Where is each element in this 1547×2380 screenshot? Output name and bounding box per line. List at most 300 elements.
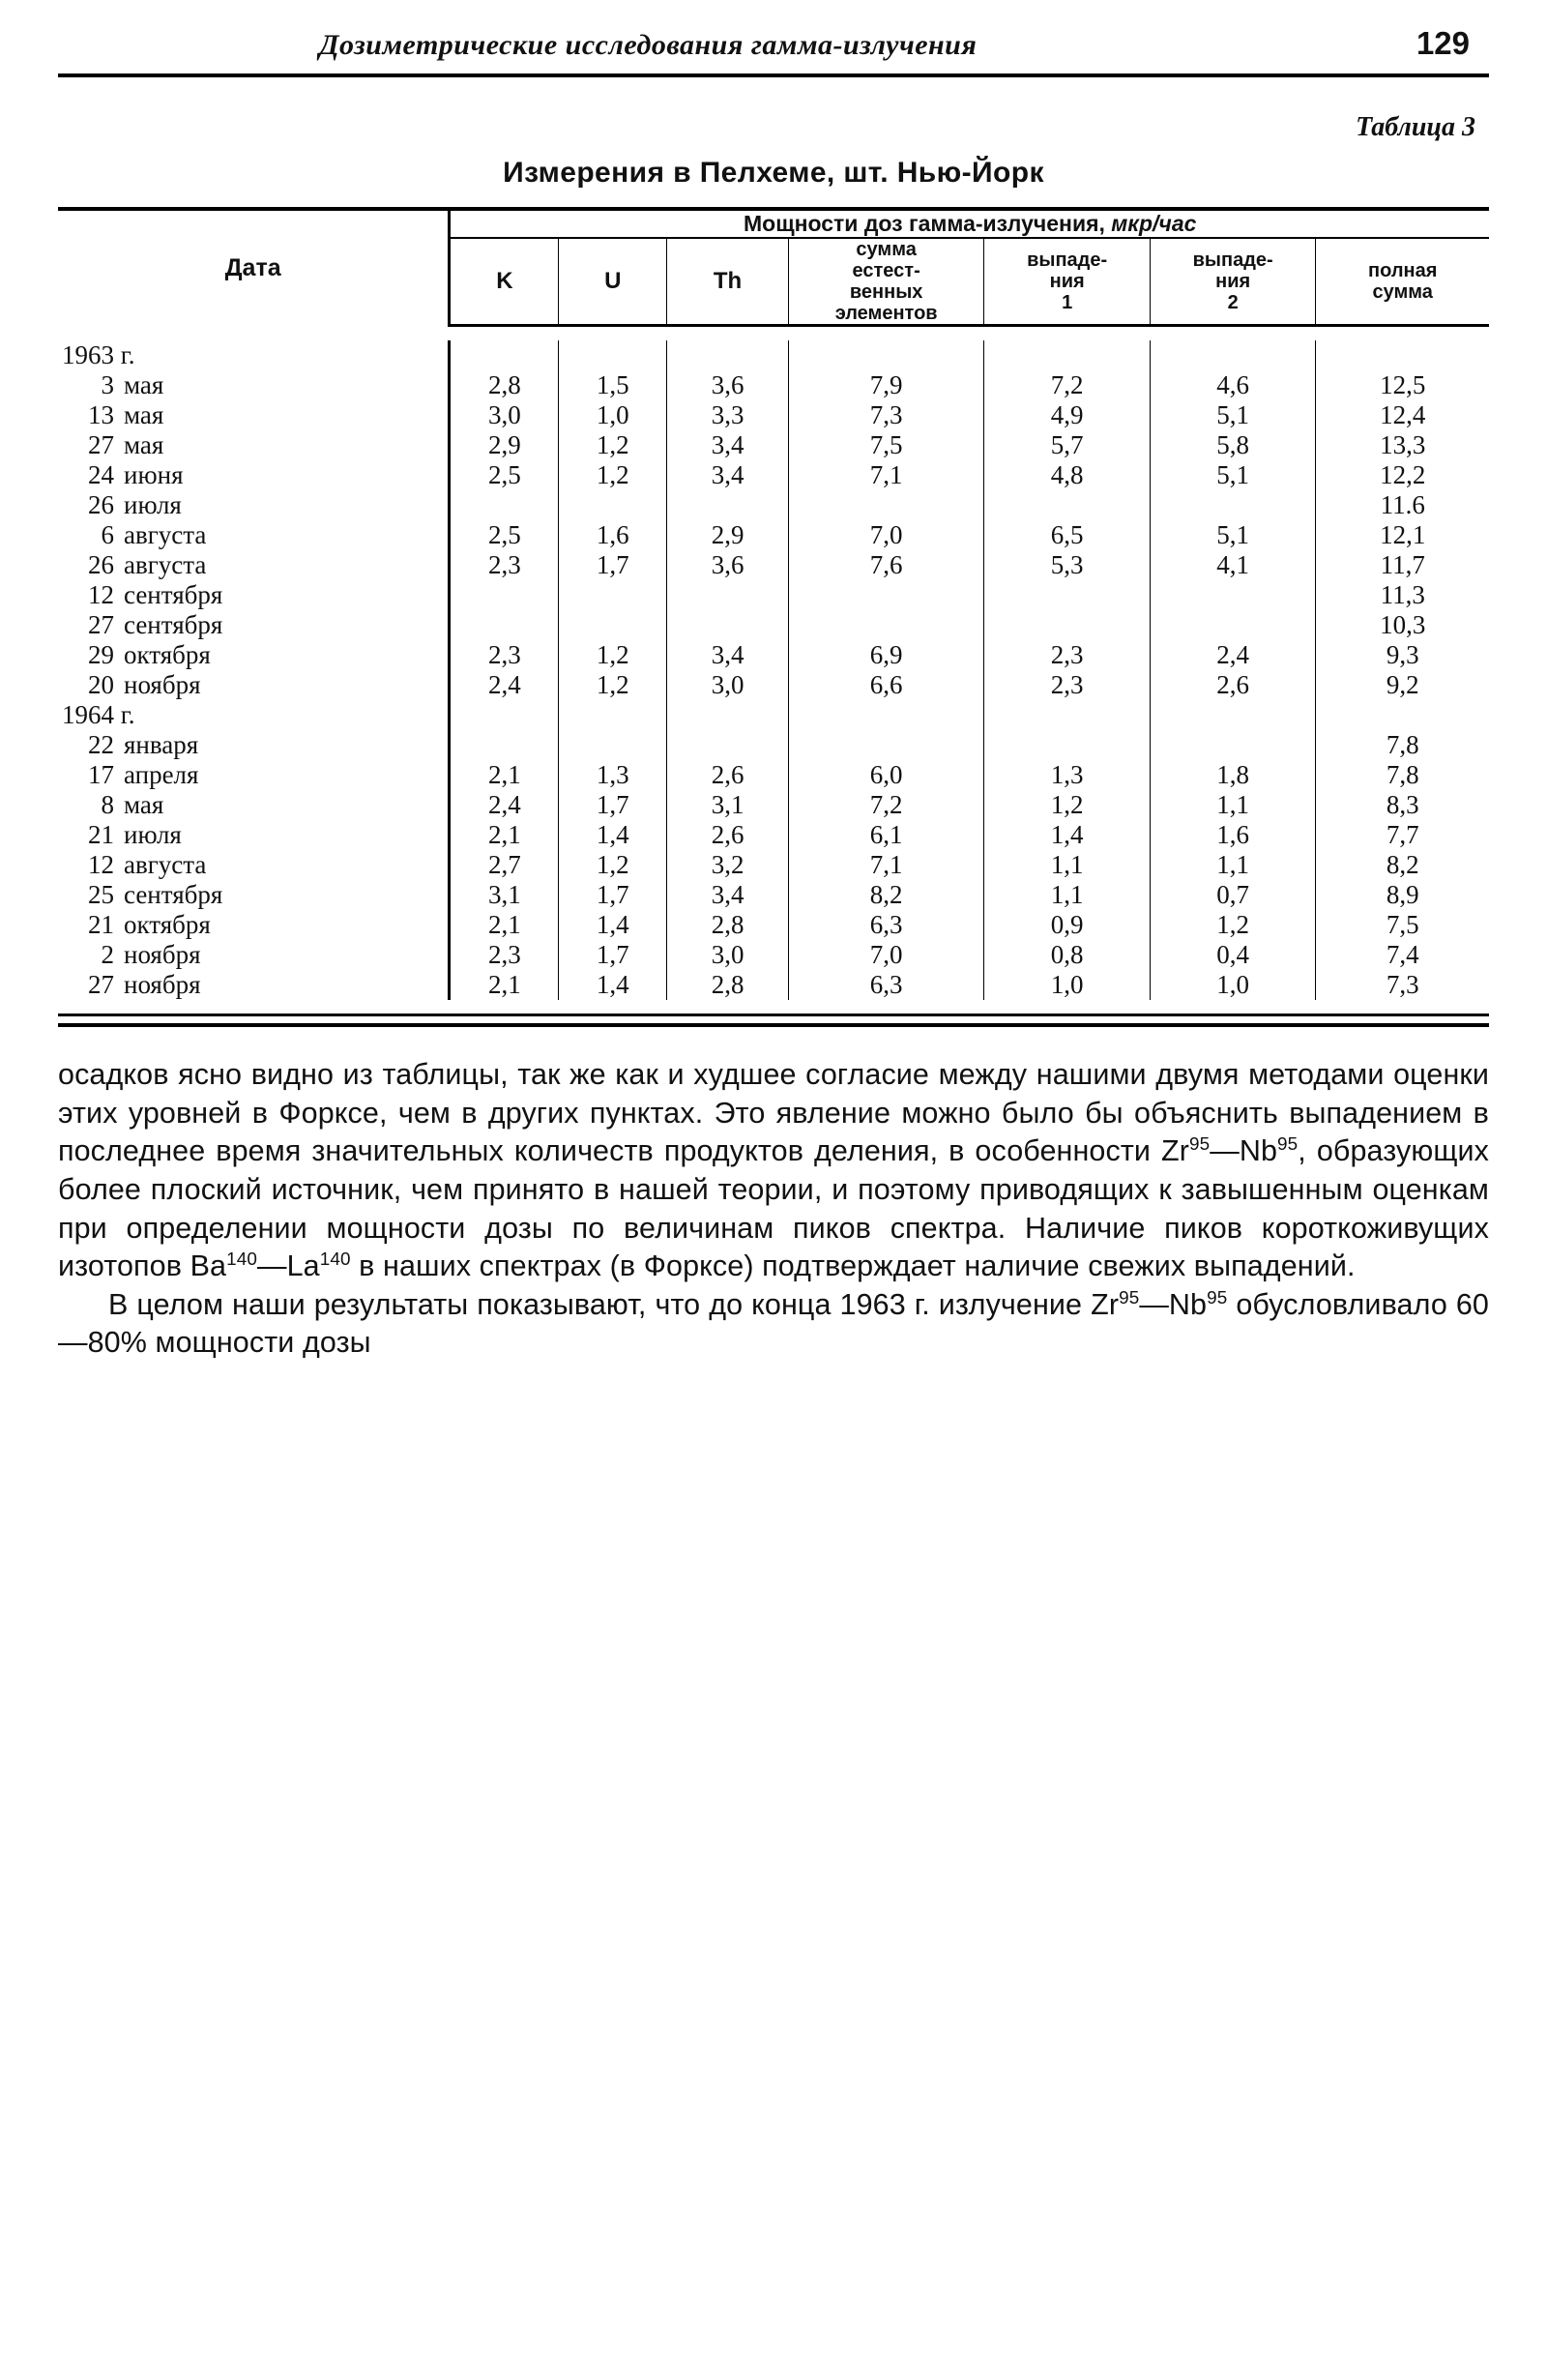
row-th xyxy=(667,730,789,760)
row-fallout2 xyxy=(1150,730,1316,760)
row-fallout1: 1,0 xyxy=(984,970,1151,1000)
spacer-cell-th xyxy=(667,326,789,341)
spacer-cell-u xyxy=(559,326,667,341)
header-col-fallout-2 xyxy=(1150,238,1316,326)
row-total: 12,5 xyxy=(1380,370,1426,399)
table-row xyxy=(58,670,1489,700)
row-k: 2,3 xyxy=(450,940,559,970)
row-day: 29 xyxy=(88,640,114,669)
row-fallout2: 1,1 xyxy=(1150,850,1316,880)
row-sum-nat: 6,9 xyxy=(788,640,983,670)
row-month: ноября xyxy=(124,970,201,999)
row-date xyxy=(58,370,450,400)
table-bottom-rule-thick xyxy=(58,1023,1489,1027)
row-month: июля xyxy=(124,820,182,849)
row-u: 1,2 xyxy=(559,670,667,700)
row-u: 1,5 xyxy=(559,370,667,400)
row-month: августа xyxy=(124,550,207,579)
header-col-th: Th xyxy=(667,238,789,326)
row-month: октября xyxy=(124,910,211,939)
row-month: июня xyxy=(124,460,184,489)
row-th: 2,6 xyxy=(667,820,789,850)
row-fallout2: 5,1 xyxy=(1150,520,1316,550)
table-row xyxy=(58,880,1489,910)
row-u: 1,4 xyxy=(559,820,667,850)
paragraph-1-part-e: в наших спектрах (в Форксе) подтверждает наличие свежих выпадений. xyxy=(350,1249,1356,1283)
row-k: 2,3 xyxy=(450,640,559,670)
header-col-sum-natural-l1: сумма xyxy=(856,239,917,260)
row-total: 13,3 xyxy=(1380,430,1426,459)
table-bottom-rule xyxy=(58,1014,1489,1016)
row-date xyxy=(58,670,450,700)
table-row-year xyxy=(58,340,1489,370)
table-row xyxy=(58,850,1489,880)
row-u: 1,6 xyxy=(559,520,667,550)
row-th: 3,4 xyxy=(667,430,789,460)
header-col-total-l2: сумма xyxy=(1372,281,1433,303)
row-th xyxy=(667,610,789,640)
paragraph-1-sup-4: 140 xyxy=(319,1249,351,1271)
row-k: 2,5 xyxy=(450,460,559,490)
row-total xyxy=(1316,700,1489,730)
row-k xyxy=(450,730,559,760)
body-text xyxy=(58,1056,1489,1363)
row-total: 11,7 xyxy=(1380,550,1425,579)
table-row xyxy=(58,400,1489,430)
header-col-total xyxy=(1316,238,1489,326)
row-fallout1: 1,1 xyxy=(984,880,1151,910)
header-date: Дата xyxy=(58,211,450,326)
spacer-cell-date xyxy=(58,1000,450,1014)
row-k: 2,4 xyxy=(450,790,559,820)
row-month: мая xyxy=(124,370,164,399)
table-title: Измерения в Пелхеме, шт. Нью-Йорк xyxy=(503,157,1044,189)
row-k: 2,4 xyxy=(450,670,559,700)
row-date: 1964 г. xyxy=(58,700,450,730)
row-fallout2: 0,7 xyxy=(1150,880,1316,910)
row-date xyxy=(58,880,450,910)
row-sum-nat: 6,0 xyxy=(788,760,983,790)
row-day: 6 xyxy=(101,520,114,549)
row-month: ноября xyxy=(124,670,201,699)
row-th: 3,0 xyxy=(667,670,789,700)
row-total: 9,2 xyxy=(1386,670,1419,699)
row-month: октября xyxy=(124,640,211,669)
row-fallout1 xyxy=(984,610,1151,640)
row-total: 12,1 xyxy=(1380,520,1426,549)
table-row xyxy=(58,580,1489,610)
table-row xyxy=(58,970,1489,1000)
row-sum-nat: 8,2 xyxy=(788,880,983,910)
row-u: 1,0 xyxy=(559,400,667,430)
row-k: 2,1 xyxy=(450,820,559,850)
row-th: 3,3 xyxy=(667,400,789,430)
row-date xyxy=(58,940,450,970)
row-total: 7,4 xyxy=(1386,940,1419,969)
row-u: 1,2 xyxy=(559,460,667,490)
row-day: 25 xyxy=(88,880,114,909)
row-day: 12 xyxy=(88,580,114,609)
header-col-sum-natural-l3: венных xyxy=(849,281,923,303)
row-fallout2: 1,8 xyxy=(1150,760,1316,790)
row-sum-nat xyxy=(788,580,983,610)
row-u xyxy=(559,700,667,730)
row-date xyxy=(58,490,450,520)
row-fallout2 xyxy=(1150,490,1316,520)
row-sum-nat: 7,3 xyxy=(788,400,983,430)
row-sum-nat xyxy=(788,730,983,760)
row-day: 26 xyxy=(88,490,114,519)
row-sum-nat: 7,1 xyxy=(788,850,983,880)
row-u: 1,7 xyxy=(559,880,667,910)
row-u xyxy=(559,610,667,640)
row-fallout1: 2,3 xyxy=(984,640,1151,670)
table-spacer-row xyxy=(58,326,1489,341)
row-th: 3,4 xyxy=(667,640,789,670)
table-row xyxy=(58,520,1489,550)
table-number: Таблица 3 xyxy=(1356,112,1475,142)
table-row xyxy=(58,730,1489,760)
row-date xyxy=(58,550,450,580)
row-u: 1,2 xyxy=(559,640,667,670)
row-u: 1,7 xyxy=(559,940,667,970)
row-sum-nat: 7,1 xyxy=(788,460,983,490)
row-date xyxy=(58,400,450,430)
row-day: 26 xyxy=(88,550,114,579)
paragraph-1-part-d: —La xyxy=(256,1249,320,1283)
table-container xyxy=(58,207,1489,1027)
row-month: мая xyxy=(124,790,164,819)
row-date xyxy=(58,640,450,670)
row-fallout1 xyxy=(984,730,1151,760)
row-fallout2: 1,6 xyxy=(1150,820,1316,850)
row-k: 2,1 xyxy=(450,910,559,940)
row-u: 1,2 xyxy=(559,430,667,460)
spacer-cell-sum xyxy=(788,326,983,341)
row-th: 3,2 xyxy=(667,850,789,880)
table-row xyxy=(58,460,1489,490)
row-fallout1: 6,5 xyxy=(984,520,1151,550)
row-fallout1: 1,3 xyxy=(984,760,1151,790)
paragraph-1-sup-3: 140 xyxy=(226,1249,257,1271)
row-date xyxy=(58,910,450,940)
spacer-cell-f1 xyxy=(984,1000,1151,1014)
row-fallout1: 0,8 xyxy=(984,940,1151,970)
row-u xyxy=(559,490,667,520)
row-total xyxy=(1316,340,1489,370)
spacer-cell-k xyxy=(450,326,559,341)
paragraph-2-part-a: В целом наши результаты показывают, что до конца 1963 г. излучение Zr xyxy=(108,1287,1120,1321)
table-spacer-row-bottom xyxy=(58,1000,1489,1014)
header-col-fallout-1-l3: 1 xyxy=(1062,292,1073,313)
row-fallout1 xyxy=(984,490,1151,520)
row-fallout1: 1,2 xyxy=(984,790,1151,820)
row-k xyxy=(450,490,559,520)
spacer-cell-th xyxy=(667,1000,789,1014)
spacer-cell-total xyxy=(1316,1000,1489,1014)
row-th xyxy=(667,700,789,730)
row-month: мая xyxy=(124,430,164,459)
paragraph-1-sup-2: 95 xyxy=(1277,1134,1299,1156)
table-row xyxy=(58,820,1489,850)
row-total: 7,8 xyxy=(1386,730,1419,759)
row-u: 1,4 xyxy=(559,910,667,940)
paragraph-2-part-c: обусловливало 60—80% мощности дозы xyxy=(58,1287,1489,1360)
row-fallout1: 7,2 xyxy=(984,370,1151,400)
header-col-fallout-2-l3: 2 xyxy=(1227,292,1239,313)
row-th: 3,6 xyxy=(667,370,789,400)
row-total: 11.6 xyxy=(1380,490,1425,519)
row-total: 7,7 xyxy=(1386,820,1419,849)
row-fallout1: 1,1 xyxy=(984,850,1151,880)
row-day: 8 xyxy=(101,790,114,819)
table-row xyxy=(58,910,1489,940)
row-sum-nat xyxy=(788,700,983,730)
row-day: 27 xyxy=(88,430,114,459)
row-sum-nat: 7,9 xyxy=(788,370,983,400)
header-col-sum-natural-l4: элементов xyxy=(834,303,938,324)
row-k: 2,5 xyxy=(450,520,559,550)
row-th: 3,1 xyxy=(667,790,789,820)
paragraph-2 xyxy=(58,1286,1489,1363)
row-sum-nat xyxy=(788,490,983,520)
row-day: 27 xyxy=(88,610,114,639)
header-col-fallout-2-l2: ния xyxy=(1215,271,1251,292)
header-col-fallout-1-l2: ния xyxy=(1049,271,1085,292)
row-u xyxy=(559,730,667,760)
row-date xyxy=(58,730,450,760)
row-fallout1: 0,9 xyxy=(984,910,1151,940)
row-month: июля xyxy=(124,490,182,519)
row-fallout2 xyxy=(1150,700,1316,730)
row-date xyxy=(58,520,450,550)
row-th xyxy=(667,490,789,520)
row-fallout1 xyxy=(984,700,1151,730)
row-day: 22 xyxy=(88,730,114,759)
row-fallout2: 4,1 xyxy=(1150,550,1316,580)
row-th: 2,6 xyxy=(667,760,789,790)
row-sum-nat: 7,5 xyxy=(788,430,983,460)
row-total: 8,9 xyxy=(1386,880,1419,909)
row-sum-nat: 7,0 xyxy=(788,520,983,550)
row-sum-nat xyxy=(788,610,983,640)
row-day: 27 xyxy=(88,970,114,999)
table-row-year xyxy=(58,700,1489,730)
row-fallout1: 1,4 xyxy=(984,820,1151,850)
row-day: 13 xyxy=(88,400,114,429)
row-k xyxy=(450,340,559,370)
row-day: 21 xyxy=(88,910,114,939)
table-row xyxy=(58,640,1489,670)
row-fallout2: 1,1 xyxy=(1150,790,1316,820)
row-th: 3,4 xyxy=(667,460,789,490)
row-k: 2,8 xyxy=(450,370,559,400)
row-sum-nat: 6,3 xyxy=(788,970,983,1000)
spacer-cell-u xyxy=(559,1000,667,1014)
row-month: сентября xyxy=(124,610,223,639)
header-col-fallout-1-l1: выпаде- xyxy=(1027,250,1108,271)
row-th: 2,9 xyxy=(667,520,789,550)
row-date xyxy=(58,850,450,880)
spacer-cell-f2 xyxy=(1150,1000,1316,1014)
row-day: 20 xyxy=(88,670,114,699)
row-th: 2,8 xyxy=(667,970,789,1000)
row-fallout1 xyxy=(984,340,1151,370)
row-u xyxy=(559,340,667,370)
row-sum-nat: 7,6 xyxy=(788,550,983,580)
row-fallout2: 1,0 xyxy=(1150,970,1316,1000)
row-date xyxy=(58,790,450,820)
row-k xyxy=(450,700,559,730)
table-row xyxy=(58,550,1489,580)
row-date xyxy=(58,430,450,460)
table-row xyxy=(58,610,1489,640)
header-col-total-l1: полная xyxy=(1368,260,1438,281)
paragraph-2-sup-2: 95 xyxy=(1207,1287,1228,1308)
row-date xyxy=(58,820,450,850)
row-k: 2,1 xyxy=(450,760,559,790)
paragraph-1-part-b: —Nb xyxy=(1210,1134,1278,1168)
row-fallout2: 2,6 xyxy=(1150,670,1316,700)
row-u: 1,4 xyxy=(559,970,667,1000)
row-date xyxy=(58,610,450,640)
row-total: 9,3 xyxy=(1386,640,1419,669)
row-day: 2 xyxy=(101,940,114,969)
paragraph-1-part-c: , образующих более плоский источник, чем принято в нашей теории, и поэтому приводящих к завышенным оценкам при определении мощности дозы по величинам пиков спектра. Наличие пиков короткоживущих изотопов Ba xyxy=(58,1134,1489,1283)
row-date xyxy=(58,580,450,610)
table-header-group-row xyxy=(58,211,1489,238)
running-head-title: Дозиметрические исследования гамма-излучения xyxy=(319,29,978,61)
spacer-cell-sum xyxy=(788,1000,983,1014)
row-fallout2: 1,2 xyxy=(1150,910,1316,940)
row-total: 12,2 xyxy=(1380,460,1426,489)
row-month: августа xyxy=(124,520,207,549)
row-k: 2,1 xyxy=(450,970,559,1000)
row-fallout1 xyxy=(984,580,1151,610)
header-col-fallout-2-l1: выпаде- xyxy=(1192,250,1273,271)
paragraph-1-sup-1: 95 xyxy=(1189,1134,1211,1156)
row-month: мая xyxy=(124,400,164,429)
row-th: 2,8 xyxy=(667,910,789,940)
row-k: 2,3 xyxy=(450,550,559,580)
row-date xyxy=(58,970,450,1000)
row-u: 1,7 xyxy=(559,790,667,820)
row-total: 8,2 xyxy=(1386,850,1419,879)
row-th: 3,6 xyxy=(667,550,789,580)
row-month: августа xyxy=(124,850,207,879)
row-fallout2 xyxy=(1150,580,1316,610)
row-fallout2: 0,4 xyxy=(1150,940,1316,970)
table-row xyxy=(58,370,1489,400)
row-sum-nat: 6,3 xyxy=(788,910,983,940)
row-sum-nat: 7,0 xyxy=(788,940,983,970)
row-date xyxy=(58,760,450,790)
row-fallout1: 5,3 xyxy=(984,550,1151,580)
row-month: сентября xyxy=(124,880,223,909)
header-col-u: U xyxy=(559,238,667,326)
row-k: 2,9 xyxy=(450,430,559,460)
row-fallout2: 5,8 xyxy=(1150,430,1316,460)
row-k: 2,7 xyxy=(450,850,559,880)
row-k xyxy=(450,610,559,640)
header-group-title xyxy=(450,211,1489,238)
row-fallout2: 5,1 xyxy=(1150,460,1316,490)
row-total: 8,3 xyxy=(1386,790,1419,819)
row-day: 21 xyxy=(88,820,114,849)
header-rule xyxy=(58,73,1489,77)
row-fallout1: 4,9 xyxy=(984,400,1151,430)
table-row xyxy=(58,760,1489,790)
header-group-plain: Мощности доз гамма-излучения, xyxy=(743,211,1105,236)
row-day: 3 xyxy=(101,370,114,399)
row-sum-nat: 6,1 xyxy=(788,820,983,850)
row-k: 3,0 xyxy=(450,400,559,430)
spacer-cell-f2 xyxy=(1150,326,1316,341)
page-number: 129 xyxy=(1416,25,1470,61)
row-u: 1,3 xyxy=(559,760,667,790)
paragraph-2-part-b: —Nb xyxy=(1139,1287,1208,1321)
row-th xyxy=(667,340,789,370)
measurements-table xyxy=(58,211,1489,1014)
row-month: января xyxy=(124,730,199,759)
row-fallout2: 2,4 xyxy=(1150,640,1316,670)
row-total: 7,8 xyxy=(1386,760,1419,789)
row-month: сентября xyxy=(124,580,223,609)
running-head xyxy=(58,25,1489,62)
spacer-cell-k xyxy=(450,1000,559,1014)
paragraph-2-sup-1: 95 xyxy=(1119,1287,1140,1308)
row-u xyxy=(559,580,667,610)
table-row xyxy=(58,490,1489,520)
row-fallout2: 4,6 xyxy=(1150,370,1316,400)
row-th xyxy=(667,580,789,610)
row-day: 12 xyxy=(88,850,114,879)
row-fallout1: 5,7 xyxy=(984,430,1151,460)
row-sum-nat: 6,6 xyxy=(788,670,983,700)
spacer-cell-total xyxy=(1316,326,1489,341)
row-total: 11,3 xyxy=(1380,580,1425,609)
spacer-cell-date xyxy=(58,326,450,341)
header-col-fallout-1 xyxy=(984,238,1151,326)
row-u: 1,2 xyxy=(559,850,667,880)
row-fallout2: 5,1 xyxy=(1150,400,1316,430)
row-date: 1963 г. xyxy=(58,340,450,370)
paragraph-1-part-a: осадков ясно видно из таблицы, так же как и худшее согласие между нашими двумя методами оценки этих уровней в Форксе, чем в других пунктах. Это явление можно было бы объяснить выпадением в последнее время значительных количеств продуктов деления, в особенности Zr xyxy=(58,1058,1489,1168)
row-day: 24 xyxy=(88,460,114,489)
paragraph-1 xyxy=(58,1056,1489,1286)
row-fallout2 xyxy=(1150,340,1316,370)
table-row xyxy=(58,940,1489,970)
row-date xyxy=(58,460,450,490)
row-k xyxy=(450,580,559,610)
row-day: 17 xyxy=(88,760,114,789)
row-th: 3,4 xyxy=(667,880,789,910)
row-total: 10,3 xyxy=(1380,610,1426,639)
row-fallout2 xyxy=(1150,610,1316,640)
header-group-units: мкр/час xyxy=(1111,211,1197,236)
row-month: ноября xyxy=(124,940,201,969)
row-sum-nat: 7,2 xyxy=(788,790,983,820)
row-month: апреля xyxy=(124,760,199,789)
header-col-sum-natural-l2: естест- xyxy=(852,260,920,281)
row-total: 12,4 xyxy=(1380,400,1426,429)
row-fallout1: 4,8 xyxy=(984,460,1151,490)
spacer-cell-f1 xyxy=(984,326,1151,341)
header-col-k: K xyxy=(450,238,559,326)
table-row xyxy=(58,790,1489,820)
row-total: 7,3 xyxy=(1386,970,1419,999)
table-row xyxy=(58,430,1489,460)
